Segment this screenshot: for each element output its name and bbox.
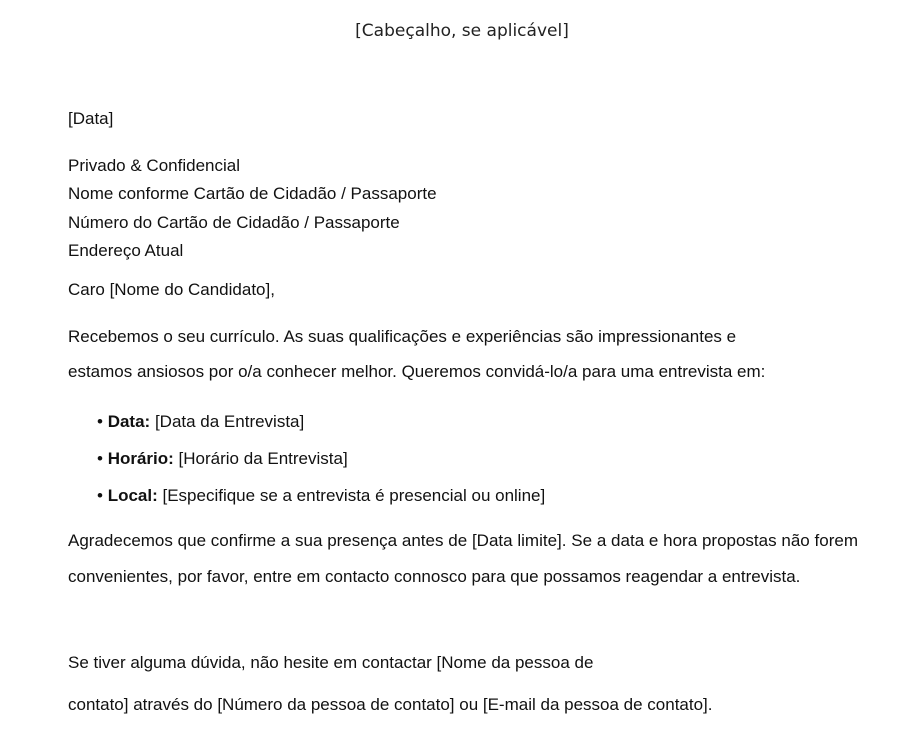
page-header: [Cabeçalho, se aplicável] [355, 21, 569, 41]
contact-paragraph-line-1: Se tiver alguma dúvida, não hesite em contactar [Nome da pessoa de [68, 653, 594, 672]
detail-value: [Data da Entrevista] [154, 412, 305, 431]
intro-paragraph-line-1: Recebemos o seu currículo. As suas qualificações e experiências são impressionantes e [68, 327, 737, 346]
letter-date: [Data] [68, 109, 114, 128]
detail-label: Data: [107, 412, 151, 431]
greeting: Caro [Nome do Candidato], [68, 280, 275, 299]
recipient-line-confidential: Privado & Confidencial [68, 156, 240, 175]
confirmation-paragraph: Agradecemos que confirme a sua presença antes de [Data limite]. Se a data e hora propostas não forem convenientes, por favor, entre em contacto connosco para que possamos reagendar a entrevista. [68, 531, 858, 586]
detail-label: Horário: [107, 449, 174, 468]
bullet-marker: • [97, 412, 103, 431]
detail-item-time [97, 448, 348, 470]
recipient-line-name: Nome conforme Cartão de Cidadão / Passaporte [68, 184, 437, 203]
detail-label: Local: [107, 486, 158, 505]
contact-paragraph-line-2: contato] através do [Número da pessoa de contato] ou [E-mail da pessoa de contato]. [68, 695, 713, 714]
detail-item-date [97, 411, 304, 433]
detail-value: [Horário da Entrevista] [178, 449, 348, 468]
bullet-marker: • [97, 449, 103, 468]
intro-paragraph-line-2: estamos ansiosos por o/a conhecer melhor. Queremos convidá-lo/a para uma entrevista em: [68, 362, 766, 381]
detail-item-location [97, 485, 545, 507]
bullet-marker: • [97, 486, 103, 505]
recipient-line-address: Endereço Atual [68, 241, 184, 260]
recipient-line-id-number: Número do Cartão de Cidadão / Passaporte [68, 213, 400, 232]
detail-value: [Especifique se a entrevista é presencial ou online] [162, 486, 546, 505]
